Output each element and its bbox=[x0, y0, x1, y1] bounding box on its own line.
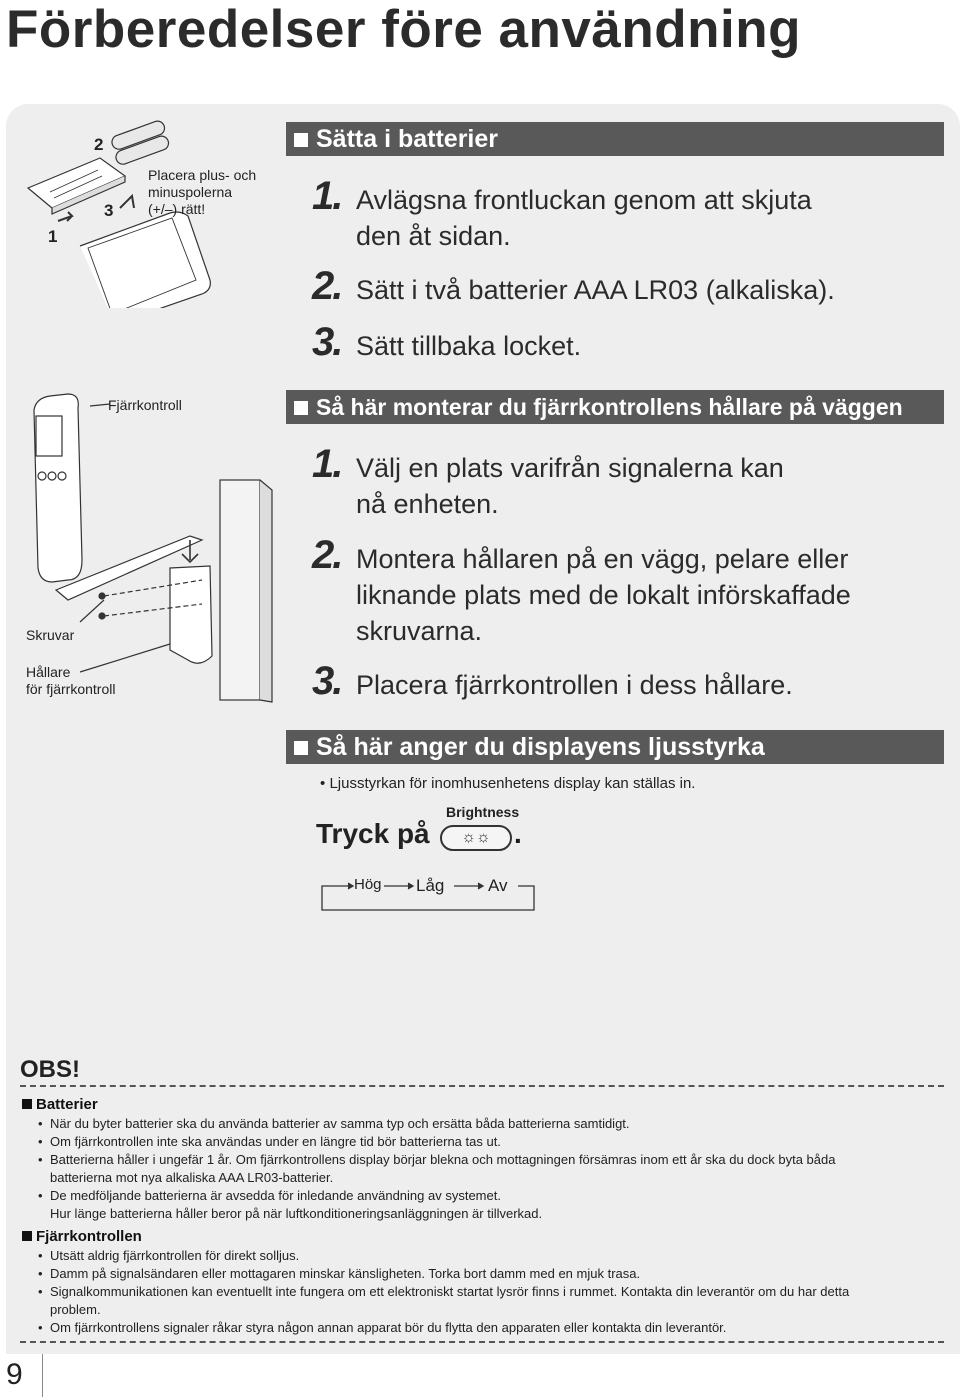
battery-heading: Sätta i batterier bbox=[286, 122, 944, 156]
obs-divider-top bbox=[20, 1085, 944, 1087]
holder-figure bbox=[20, 390, 280, 710]
page-title: Förberedelser före användning bbox=[6, 0, 801, 59]
obs-divider-bottom bbox=[20, 1341, 944, 1343]
polarity-line-3: (+/–) rätt! bbox=[148, 201, 206, 217]
holder-label bbox=[26, 664, 115, 698]
batteries-subheading: Batterier bbox=[22, 1096, 98, 1113]
screws-label: Skruvar bbox=[26, 627, 75, 643]
brightness-button-label: Brightness bbox=[446, 804, 520, 820]
obs-title: OBS! bbox=[20, 1056, 80, 1083]
polarity-note bbox=[148, 167, 256, 218]
polarity-line-2: minuspolerna bbox=[148, 184, 233, 200]
remote-subheading: Fjärrkontrollen bbox=[22, 1228, 142, 1245]
holder-label-line-2: för fjärrkontroll bbox=[26, 681, 116, 697]
press-period: . bbox=[514, 818, 522, 849]
brightness-button[interactable] bbox=[440, 825, 512, 851]
square-bullet-icon bbox=[22, 1231, 32, 1241]
figure-label-1: 1 bbox=[48, 227, 58, 246]
cycle-high: Hög bbox=[354, 876, 382, 893]
brightness-heading: Så här anger du displayens ljusstyrka bbox=[286, 730, 944, 764]
cycle-off: Av bbox=[488, 876, 508, 895]
figure-label-3: 3 bbox=[104, 201, 114, 220]
figure-label-2: 2 bbox=[94, 135, 104, 154]
holder-label-line-1: Hållare bbox=[26, 664, 71, 680]
square-bullet-icon bbox=[294, 401, 308, 415]
square-bullet-icon bbox=[22, 1099, 32, 1109]
square-bullet-icon bbox=[294, 133, 308, 147]
remote-label: Fjärrkontroll bbox=[108, 397, 182, 413]
brightness-bullet: • Ljusstyrkan för inomhusenhetens display kan ställas in. bbox=[320, 775, 696, 792]
holder-heading: Så här monterar du fjärrkontrollens hållare på väggen bbox=[286, 390, 944, 424]
page-number-rule bbox=[42, 1354, 43, 1397]
square-bullet-icon bbox=[294, 741, 308, 755]
sun-icon: ☼☼ bbox=[461, 829, 491, 846]
polarity-line-1: Placera plus- och bbox=[148, 167, 257, 183]
page-number: 9 bbox=[6, 1358, 23, 1391]
press-text: Tryck på bbox=[316, 818, 430, 849]
cycle-low: Låg bbox=[416, 876, 445, 895]
